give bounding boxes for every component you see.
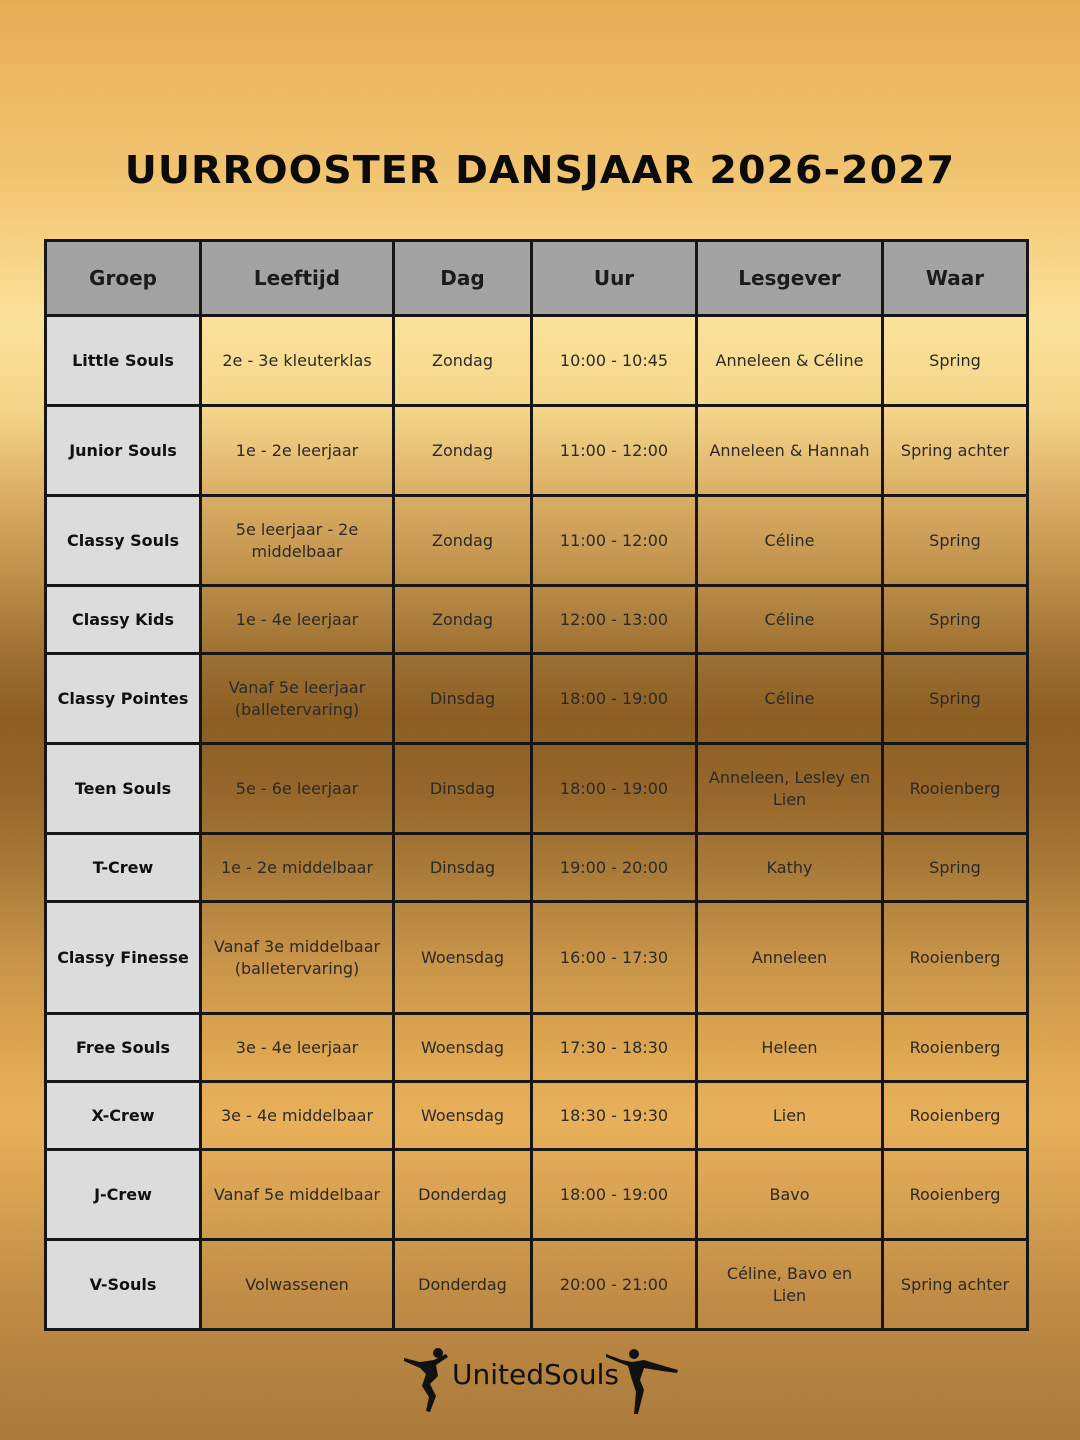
table-row [46,834,1028,902]
cell-leeftijd: Vanaf 5e leerjaar (balletervaring) [201,654,394,744]
cell-groep: Junior Souls [46,406,201,496]
cell-groep: V-Souls [46,1240,201,1330]
column-header-waar: Waar [883,241,1028,316]
cell-leeftijd: 3e - 4e middelbaar [201,1082,394,1150]
cell-lesgever: Kathy [697,834,883,902]
cell-waar: Rooienberg [883,1014,1028,1082]
cell-groep: Classy Finesse [46,902,201,1014]
cell-waar: Spring [883,496,1028,586]
table-row [46,1082,1028,1150]
cell-waar: Spring [883,834,1028,902]
schedule-body [46,316,1028,1330]
logo-text: UnitedSouls [452,1358,620,1391]
cell-lesgever: Céline [697,496,883,586]
cell-lesgever: Anneleen & Hannah [697,406,883,496]
cell-leeftijd: 2e - 3e kleuterklas [201,316,394,406]
cell-uur: 18:00 - 19:00 [532,654,697,744]
column-header-uur: Uur [532,241,697,316]
cell-dag: Woensdag [394,1082,532,1150]
cell-uur: 20:00 - 21:00 [532,1240,697,1330]
cell-groep: Teen Souls [46,744,201,834]
cell-leeftijd: Vanaf 5e middelbaar [201,1150,394,1240]
cell-uur: 19:00 - 20:00 [532,834,697,902]
cell-dag: Woensdag [394,1014,532,1082]
cell-uur: 16:00 - 17:30 [532,902,697,1014]
cell-waar: Spring achter [883,1240,1028,1330]
cell-waar: Spring achter [883,406,1028,496]
table-row [46,902,1028,1014]
cell-waar: Spring [883,654,1028,744]
dancer-arabesque-icon [604,1344,680,1416]
cell-groep: T-Crew [46,834,201,902]
cell-leeftijd: 3e - 4e leerjaar [201,1014,394,1082]
header-row [46,241,1028,316]
cell-dag: Zondag [394,586,532,654]
table-row [46,316,1028,406]
cell-uur: 18:00 - 19:00 [532,744,697,834]
page-title: UURROOSTER DANSJAAR 2026-2027 [124,148,956,192]
cell-groep: X-Crew [46,1082,201,1150]
table-row [46,1150,1028,1240]
cell-groep: Classy Kids [46,586,201,654]
cell-leeftijd: 1e - 4e leerjaar [201,586,394,654]
cell-leeftijd: 1e - 2e middelbaar [201,834,394,902]
cell-groep: J-Crew [46,1150,201,1240]
cell-waar: Spring [883,316,1028,406]
table-row [46,1014,1028,1082]
cell-groep: Little Souls [46,316,201,406]
cell-groep: Free Souls [46,1014,201,1082]
cell-leeftijd: Volwassenen [201,1240,394,1330]
cell-lesgever: Anneleen, Lesley en Lien [697,744,883,834]
cell-dag: Dinsdag [394,834,532,902]
column-header-groep: Groep [46,241,201,316]
dancer-silhouette-icon [400,1344,460,1416]
cell-dag: Zondag [394,496,532,586]
table-row [46,1240,1028,1330]
cell-uur: 18:30 - 19:30 [532,1082,697,1150]
column-header-leeftijd: Leeftijd [201,241,394,316]
cell-leeftijd: Vanaf 3e middelbaar (balletervaring) [201,902,394,1014]
cell-waar: Rooienberg [883,744,1028,834]
cell-uur: 11:00 - 12:00 [532,496,697,586]
cell-uur: 17:30 - 18:30 [532,1014,697,1082]
cell-leeftijd: 5e leerjaar - 2e middelbaar [201,496,394,586]
cell-waar: Spring [883,586,1028,654]
logo [400,1344,680,1416]
cell-lesgever: Lien [697,1082,883,1150]
cell-groep: Classy Souls [46,496,201,586]
cell-uur: 18:00 - 19:00 [532,1150,697,1240]
cell-dag: Zondag [394,406,532,496]
cell-dag: Dinsdag [394,654,532,744]
cell-leeftijd: 5e - 6e leerjaar [201,744,394,834]
cell-uur: 12:00 - 13:00 [532,586,697,654]
cell-dag: Dinsdag [394,744,532,834]
cell-lesgever: Céline [697,654,883,744]
cell-groep: Classy Pointes [46,654,201,744]
table-row [46,654,1028,744]
cell-lesgever: Heleen [697,1014,883,1082]
column-header-dag: Dag [394,241,532,316]
cell-dag: Donderdag [394,1240,532,1330]
cell-lesgever: Céline, Bavo en Lien [697,1240,883,1330]
column-header-lesgever: Lesgever [697,241,883,316]
cell-lesgever: Bavo [697,1150,883,1240]
cell-dag: Donderdag [394,1150,532,1240]
cell-lesgever: Anneleen [697,902,883,1014]
cell-uur: 11:00 - 12:00 [532,406,697,496]
cell-waar: Rooienberg [883,902,1028,1014]
cell-dag: Woensdag [394,902,532,1014]
cell-lesgever: Céline [697,586,883,654]
cell-leeftijd: 1e - 2e leerjaar [201,406,394,496]
cell-dag: Zondag [394,316,532,406]
schedule-table [44,239,1029,1331]
cell-waar: Rooienberg [883,1082,1028,1150]
table-row [46,744,1028,834]
cell-waar: Rooienberg [883,1150,1028,1240]
table-row [46,496,1028,586]
cell-lesgever: Anneleen & Céline [697,316,883,406]
cell-uur: 10:00 - 10:45 [532,316,697,406]
table-row [46,406,1028,496]
table-row [46,586,1028,654]
